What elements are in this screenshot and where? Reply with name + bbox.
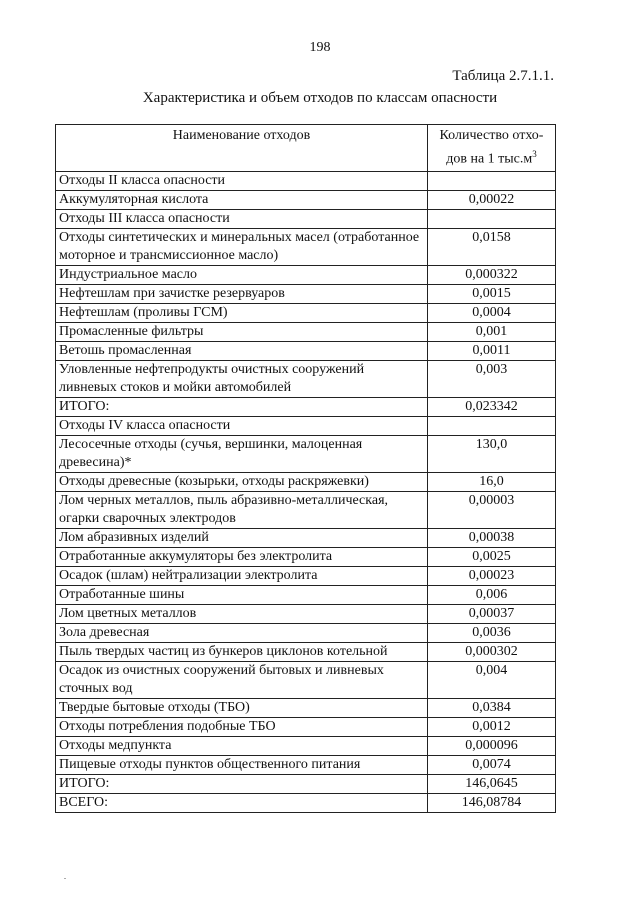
header-name: Наименование отходов [56,125,428,172]
waste-name-cell: Отработанные шины [56,585,428,604]
table-body [56,171,556,812]
waste-qty-cell: 0,00037 [428,604,556,623]
waste-qty-cell: 0,00038 [428,528,556,547]
table-row [56,360,556,397]
table-title: Характеристика и объем отходов по классам опасности [142,90,498,106]
waste-name-cell: Отходы II класса опасности [56,171,428,190]
table-row [56,171,556,190]
header-qty-line1: Количество отхо- [439,128,544,143]
table-row [56,528,556,547]
table-row [56,585,556,604]
table-row [56,322,556,341]
waste-name-cell: Отходы IV класса опасности [56,416,428,435]
waste-qty-cell: 0,0025 [428,547,556,566]
waste-qty-cell: 0,000096 [428,736,556,755]
waste-qty-cell: 0,0384 [428,698,556,717]
waste-name-cell: Отходы потребления подобные ТБО [56,717,428,736]
waste-name-cell: Нефтешлам (проливы ГСМ) [56,303,428,322]
waste-name-cell: ИТОГО: [56,397,428,416]
table-row [56,265,556,284]
table-row [56,547,556,566]
waste-name-cell: Лом черных металлов, пыль абразивно-металлическая, огарки сварочных электродов [56,491,428,528]
waste-qty-cell: 0,0015 [428,284,556,303]
waste-name-cell: Осадок из очистных сооружений бытовых и ливневых сточных вод [56,661,428,698]
waste-qty-cell: 0,00023 [428,566,556,585]
waste-name-cell: Аккумуляторная кислота [56,190,428,209]
waste-name-cell: Уловленные нефтепродукты очистных сооружений ливневых стоков и мойки автомобилей [56,360,428,397]
waste-name-cell: Нефтешлам при зачистке резервуаров [56,284,428,303]
scan-mark [64,878,66,879]
waste-name-cell: Лесосечные отходы (сучья, вершинки, малоценная древесина)* [56,435,428,472]
waste-qty-cell [428,416,556,435]
table-row [56,698,556,717]
waste-qty-cell: 0,003 [428,360,556,397]
table-row [56,491,556,528]
waste-name-cell: Промасленные фильтры [56,322,428,341]
table-row [56,566,556,585]
waste-name-cell: Отходы медпункта [56,736,428,755]
waste-name-cell: Ветошь промасленная [56,341,428,360]
table-header-row [56,125,556,172]
waste-name-cell: Индустриальное масло [56,265,428,284]
header-qty-sup: 3 [532,149,537,159]
table-row [56,793,556,812]
table-row [56,642,556,661]
table-row [56,736,556,755]
waste-qty-cell: 0,000302 [428,642,556,661]
table-label: Таблица 2.7.1.1. [452,68,554,84]
waste-name-cell: Отходы синтетических и минеральных масел (отработанное моторное и трансмиссионное масло) [56,228,428,265]
table-row [56,209,556,228]
table-row [56,435,556,472]
table-row [56,416,556,435]
waste-name-cell: Осадок (шлам) нейтрализации электролита [56,566,428,585]
table-row [56,755,556,774]
waste-name-cell: Пищевые отходы пунктов общественного питания [56,755,428,774]
waste-name-cell: Лом цветных металлов [56,604,428,623]
waste-qty-cell: 0,006 [428,585,556,604]
waste-name-cell: ВСЕГО: [56,793,428,812]
waste-qty-cell: 0,0158 [428,228,556,265]
table-row [56,341,556,360]
page-number: 198 [309,40,331,55]
waste-qty-cell: 0,001 [428,322,556,341]
waste-qty-cell: 146,0645 [428,774,556,793]
waste-qty-cell: 0,000322 [428,265,556,284]
table-row [56,190,556,209]
table-row [56,303,556,322]
waste-name-cell: Зола древесная [56,623,428,642]
table-row [56,397,556,416]
table-row [56,472,556,491]
waste-qty-cell: 0,0004 [428,303,556,322]
waste-qty-cell: 16,0 [428,472,556,491]
waste-qty-cell: 0,0074 [428,755,556,774]
table-row [56,623,556,642]
header-qty-line2: дов на 1 тыс.м [446,151,533,167]
waste-qty-cell: 0,0036 [428,623,556,642]
waste-qty-cell [428,209,556,228]
waste-qty-cell: 0,004 [428,661,556,698]
table-row [56,604,556,623]
waste-qty-cell: 0,00003 [428,491,556,528]
header-qty [428,125,556,172]
waste-qty-cell: 0,023342 [428,397,556,416]
waste-qty-cell: 146,08784 [428,793,556,812]
waste-name-cell: Твердые бытовые отходы (ТБО) [56,698,428,717]
waste-qty-cell: 0,0012 [428,717,556,736]
waste-qty-cell: 0,00022 [428,190,556,209]
waste-qty-cell: 130,0 [428,435,556,472]
table-row [56,661,556,698]
waste-qty-cell: 0,0011 [428,341,556,360]
waste-name-cell: Отходы III класса опасности [56,209,428,228]
table-row [56,717,556,736]
waste-name-cell: Отходы древесные (козырьки, отходы раскряжевки) [56,472,428,491]
table-row [56,284,556,303]
waste-name-cell: Лом абразивных изделий [56,528,428,547]
waste-table [55,124,556,813]
waste-name-cell: Отработанные аккумуляторы без электролита [56,547,428,566]
table-row [56,774,556,793]
waste-name-cell: ИТОГО: [56,774,428,793]
waste-name-cell: Пыль твердых частиц из бункеров циклонов котельной [56,642,428,661]
table-row [56,228,556,265]
waste-qty-cell [428,171,556,190]
